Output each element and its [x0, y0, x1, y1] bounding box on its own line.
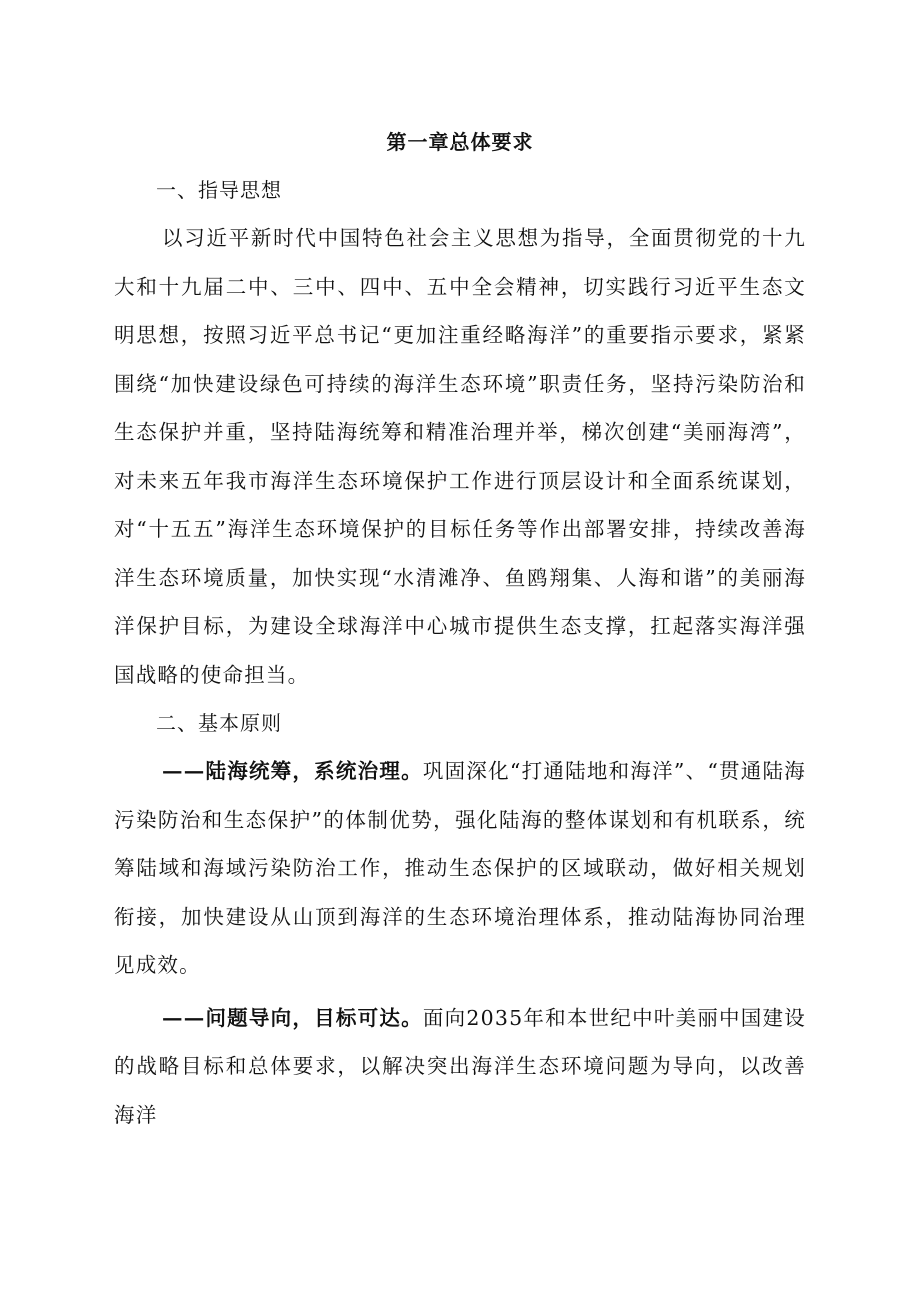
principle-body-problem-oriented: 面向2035年和本世纪中叶美丽中国建设的战略目标和总体要求，以解决突出海洋生态环境问题为导向，以改善海洋	[114, 1005, 806, 1127]
paragraph-guiding-ideology: 以习近平新时代中国特色社会主义思想为指导，全面贯彻党的十九大和十九届二中、三中、四中、五中全会精神，切实践行习近平生态文明思想，按照习近平总书记“更加注重经略海洋”的重要指示要求，紧紧围绕“加快建设绿色可持续的海洋生态环境”职责任务，坚持污染防治和生态保护并重，坚持陆海统筹和精准治理并举，梯次创建“美丽海湾”，对未来五年我市海洋生态环境保护工作进行顶层设计和全面系统谋划，对“十五五”海洋生态环境保护的目标任务等作出部署安排，持续改善海洋生态环境质量，加快实现“水清滩净、鱼鸥翔集、人海和谐”的美丽海洋保护目标，为建设全球海洋中心城市提供生态支撑，扛起落实海洋强国战略的使命担当。	[114, 226, 806, 687]
paragraph-principle-problem-oriented	[114, 994, 806, 1140]
paragraph-principle-land-sea	[114, 747, 806, 990]
section-heading-guiding-ideology: 一、指导思想	[156, 178, 282, 202]
principle-lead-problem-oriented: ——问题导向，目标可达。	[162, 1005, 423, 1030]
section-heading-basic-principles: 二、基本原则	[156, 711, 282, 735]
chapter-title: 第一章总体要求	[386, 130, 534, 154]
document-body	[114, 118, 806, 1139]
principle-body-land-sea: 巩固深化“打通陆地和海洋”、“贯通陆海污染防治和生态保护”的体制优势，强化陆海的整体谋划和有机联系，统筹陆域和海域污染防治工作，推动生态保护的区域联动，做好相关规划衔接，加快建设从山顶到海洋的生态环境治理体系，推动陆海协同治理见成效。	[114, 759, 806, 977]
principle-lead-land-sea: ——陆海统筹，系统治理。	[162, 759, 423, 783]
